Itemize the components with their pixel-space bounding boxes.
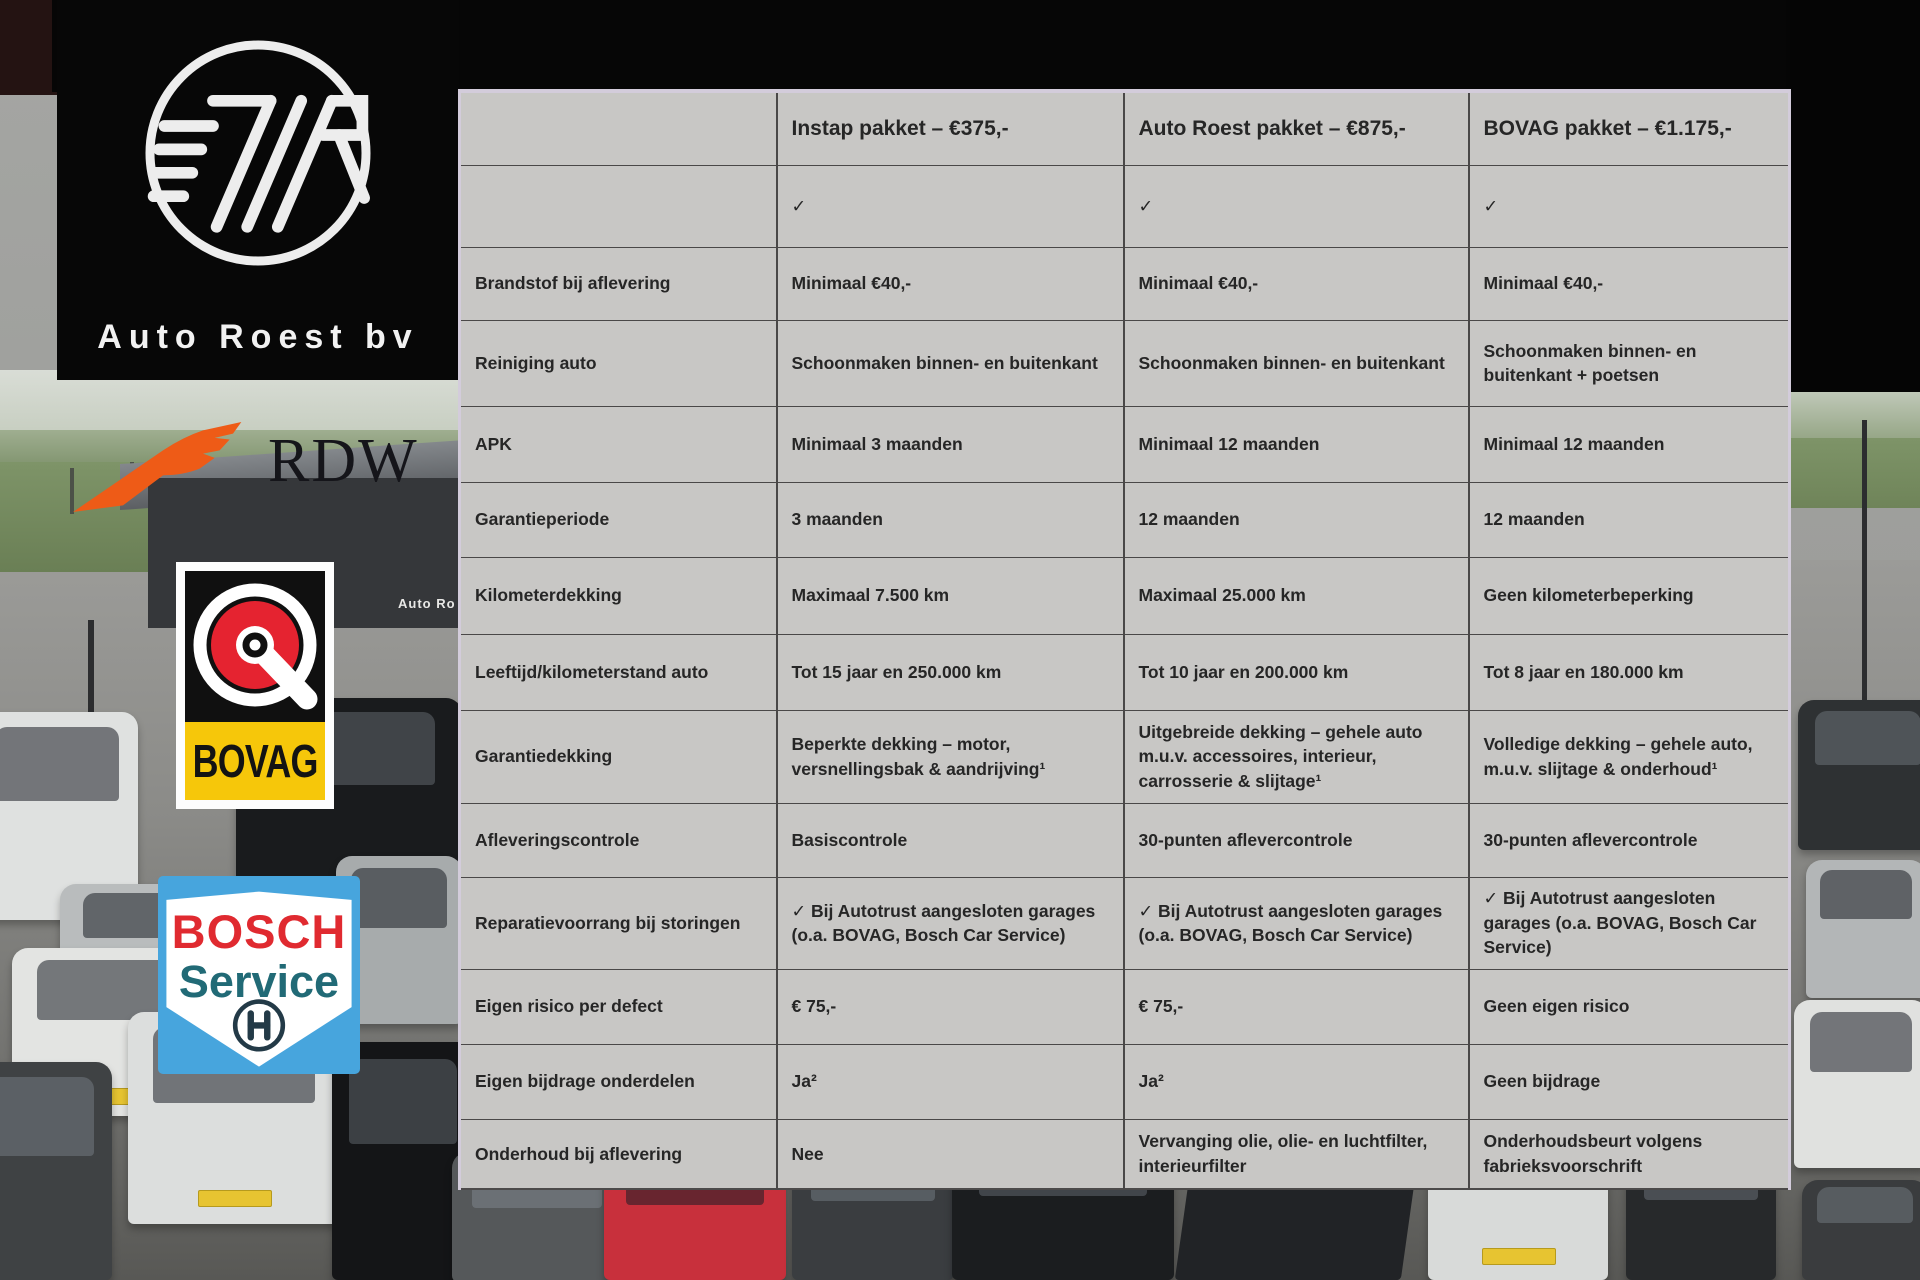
license-plate [198, 1190, 272, 1207]
table-cell: Minimaal 3 maanden [777, 406, 1124, 482]
table-cell: ✓ [777, 165, 1124, 247]
table-cell: ✓ Bij Autotrust aangesloten garages (o.a. BOVAG, Bosch Car Service) [1124, 877, 1469, 969]
table-row [460, 634, 1790, 710]
table-cell: € 75,- [1124, 969, 1469, 1044]
table-cell: ✓ [1469, 165, 1790, 247]
table-cell: Ja² [777, 1044, 1124, 1119]
row-label-cell: Reparatievoorrang bij storingen [460, 877, 777, 969]
table-cell: Onderhoudsbeurt volgens fabrieksvoorschrift [1469, 1119, 1790, 1189]
table-cell: Volledige dekking – gehele auto, m.u.v. slijtage & onderhoud¹ [1469, 710, 1790, 803]
table-row [460, 710, 1790, 803]
table-cell: 12 maanden [1469, 482, 1790, 557]
row-label-cell: Garantieperiode [460, 482, 777, 557]
table-cell: Minimaal 12 maanden [1469, 406, 1790, 482]
corner-cell [460, 91, 777, 165]
table-row [460, 1119, 1790, 1189]
table-cell: 3 maanden [777, 482, 1124, 557]
right-black-band [1786, 0, 1920, 392]
bovag-logo [176, 562, 334, 809]
column-header: Instap pakket – €375,- [777, 91, 1124, 165]
table-row [460, 1044, 1790, 1119]
lamppost [1862, 420, 1867, 720]
table-cell: Nee [777, 1119, 1124, 1189]
table-row [460, 877, 1790, 969]
table-cell: ✓ [1124, 165, 1469, 247]
row-label-cell: Kilometerdekking [460, 557, 777, 634]
table-cell: Uitgebreide dekking – gehele auto m.u.v. accessoires, interieur, carrosserie & slijtage¹ [1124, 710, 1469, 803]
treeline-right [1786, 388, 1920, 442]
car-shape [1802, 1180, 1920, 1280]
row-label-cell: Onderhoud bij aflevering [460, 1119, 777, 1189]
table-cell: Tot 15 jaar en 250.000 km [777, 634, 1124, 710]
row-label-cell: Garantiedekking [460, 710, 777, 803]
table-row [460, 969, 1790, 1044]
grass-field-right [1786, 438, 1920, 508]
bosch-service-logo [158, 876, 360, 1074]
table-cell: Geen eigen risico [1469, 969, 1790, 1044]
table-cell: Geen bijdrage [1469, 1044, 1790, 1119]
table-cell: Minimaal 12 maanden [1124, 406, 1469, 482]
table-cell: Schoonmaken binnen- en buitenkant [777, 320, 1124, 406]
table-row [460, 482, 1790, 557]
table-cell: Beperkte dekking – motor, versnellingsbak & aandrijving¹ [777, 710, 1124, 803]
table-cell: Minimaal €40,- [777, 247, 1124, 320]
table-row [460, 557, 1790, 634]
table-cell: 30-punten aflevercontrole [1124, 803, 1469, 877]
dealer-name: Auto Roest bv [97, 318, 419, 356]
bovag-emblem-icon [185, 571, 325, 722]
bovag-wordmark-band [185, 722, 325, 800]
table-cell: Maximaal 7.500 km [777, 557, 1124, 634]
row-label-cell: Leeftijd/kilometerstand auto [460, 634, 777, 710]
table-row [460, 247, 1790, 320]
bosch-service-wordmark: Service [178, 956, 340, 1007]
table-cell: Geen kilometerbeperking [1469, 557, 1790, 634]
photo-corner [0, 0, 60, 95]
row-label-cell [460, 165, 777, 247]
row-label-cell: Eigen risico per defect [460, 969, 777, 1044]
table-cell: Schoonmaken binnen- en buitenkant [1124, 320, 1469, 406]
table-cell: Basiscontrole [777, 803, 1124, 877]
row-label-cell: Reiniging auto [460, 320, 777, 406]
table-cell: Minimaal €40,- [1469, 247, 1790, 320]
row-label-cell: Afleveringscontrole [460, 803, 777, 877]
table-cell: Tot 8 jaar en 180.000 km [1469, 634, 1790, 710]
bosch-wordmark: BOSCH [171, 905, 347, 958]
row-label-cell: APK [460, 406, 777, 482]
table-cell: Vervanging olie, olie- en luchtfilter, interieurfilter [1124, 1119, 1469, 1189]
table-cell: ✓ Bij Autotrust aangesloten garages (o.a. BOVAG, Bosch Car Service) [777, 877, 1124, 969]
table-cell: 12 maanden [1124, 482, 1469, 557]
van-shape [1794, 1000, 1920, 1168]
car-shape [1798, 700, 1920, 850]
table-row [460, 803, 1790, 877]
car-shape [0, 1062, 112, 1280]
table-row [460, 165, 1790, 247]
table-cell: Ja² [1124, 1044, 1469, 1119]
rdw-wordmark: RDW [268, 427, 419, 495]
row-label-cell: Brandstof bij aflevering [460, 247, 777, 320]
table-cell: Tot 10 jaar en 200.000 km [1124, 634, 1469, 710]
table-cell: ✓ Bij Autotrust aangesloten garages (o.a. BOVAG, Bosch Car Service) [1469, 877, 1790, 969]
package-comparison-table [458, 89, 1791, 1190]
table-cell: Minimaal €40,- [1124, 247, 1469, 320]
building-sign: Auto Ro [398, 596, 456, 611]
column-header: Auto Roest pakket – €875,- [1124, 91, 1469, 165]
table-row [460, 320, 1790, 406]
table-cell: Schoonmaken binnen- en buitenkant + poetsen [1469, 320, 1790, 406]
table-row [460, 406, 1790, 482]
column-header: BOVAG pakket – €1.175,- [1469, 91, 1790, 165]
table-cell: 30-punten aflevercontrole [1469, 803, 1790, 877]
rdw-logo [68, 408, 419, 526]
auto-roest-7r-icon [123, 18, 393, 288]
bovag-wordmark: BOVAG [192, 735, 318, 787]
row-label-cell: Eigen bijdrage onderdelen [460, 1044, 777, 1119]
rdw-swoosh-icon [68, 414, 268, 520]
car-shape [1806, 860, 1920, 998]
table-cell: € 75,- [777, 969, 1124, 1044]
table-cell: Maximaal 25.000 km [1124, 557, 1469, 634]
license-plate [1482, 1248, 1556, 1265]
auto-roest-logo-box [57, 0, 459, 380]
